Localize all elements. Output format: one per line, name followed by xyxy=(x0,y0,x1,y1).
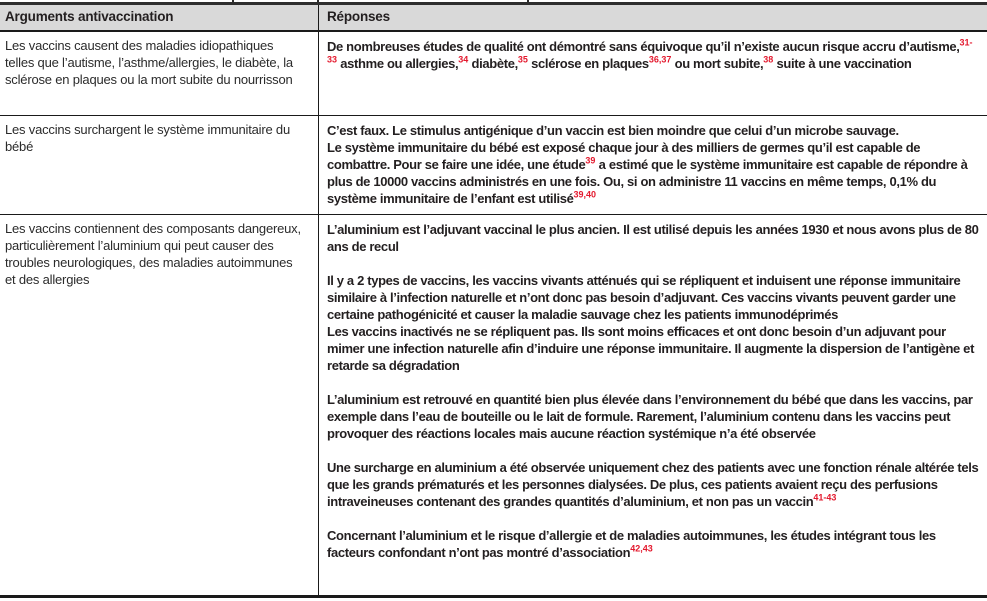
column-header-arguments: Arguments antivaccination xyxy=(5,9,174,24)
antivaccination-arguments-table xyxy=(0,2,987,598)
argument-text: Les vaccins contiennent des composants dangereux, particulièrement l’aluminium qui peut causer des troubles neurologiques, des maladies autoimmunes et des allergies xyxy=(5,221,301,287)
argument-text: Les vaccins surchargent le système immunitaire du bébé xyxy=(5,122,290,154)
reference-superscript: 35 xyxy=(517,54,528,65)
cropped-row-remnant xyxy=(0,0,987,2)
response-paragraph: De nombreuses études de qualité ont démontré sans équivoque qu’il n’existe aucun risque accru d’autisme,$^{31-33}$ asthme ou allergies,$^{34}$ diabète,$^{35}$ sclérose en plaques$^{36,37}$ ou mort subite,$^{38}$ suite à une vaccination xyxy=(327,37,973,71)
crop-artifact-tick xyxy=(527,0,529,2)
reference-superscript: 42,43 xyxy=(630,543,653,554)
reference-superscript: 41-43 xyxy=(813,492,837,503)
table-row xyxy=(0,32,987,115)
response-cell xyxy=(318,32,987,115)
column-divider-remnant xyxy=(317,0,319,2)
table-row xyxy=(0,115,987,214)
response-paragraph: Il y a 2 types de vaccins, les vaccins vivants atténués qui se répliquent et induisent une réponse immunitaire similaire à l’infection naturelle et n’ont donc pas besoin d’adjuvant. Ces vaccins vivants peuvent garder une certaine pathogénicité et causer la maladie sauvage chez les patients immunodéprimés Les vaccins inactivés ne se répliquent pas. Ils sont moins efficaces et ont donc besoin d’un adjuvant pour mimer une infection naturelle afin d’induire une réponse immunitaire. Il augmente la dispersion de l’antigène et retarde sa dégradation xyxy=(327,273,975,373)
response-paragraph: Une surcharge en aluminium a été observée uniquement chez des patients avec une fonction rénale altérée tels que les grands prématurés et les personnes dialysées. De plus, ces patients avaient reçu des perfusions intraveineuses contenant des grandes quantités d’aluminium, et non pas un vaccin$^{41-43}$ xyxy=(327,460,979,509)
column-header-responses: Réponses xyxy=(318,5,987,30)
response-cell xyxy=(318,116,987,214)
table-row xyxy=(0,214,987,595)
table-header-row xyxy=(0,5,987,32)
response-cell xyxy=(318,215,987,595)
response-paragraph: C’est faux. Le stimulus antigénique d’un vaccin est bien moindre que celui d’un microbe sauvage. Le système immunitaire du bébé est exposé chaque jour à des milliers de germes qu’il est capable de combattre. Pour se faire une idée, une étude$^{39}$ a estimé que le système immunitaire est capable de répondre à plus de 10000 vaccins administrés en une fois. Ou, si on administre 11 vaccins en même temps, 0,1% du système immunitaire de l’enfant est utilisé$^{39,40}$ xyxy=(327,123,968,206)
response-paragraph: L’aluminium est retrouvé en quantité bien plus élevée dans l’environnement du bébé que dans les vaccins, par exemple dans l’eau de bouteille ou le lait de formule. Rarement, l’aluminium contenu dans les vaccins peut provoquer des réactions locales mais aucune réaction systémique n’a été observée xyxy=(327,392,973,441)
response-paragraph: L’aluminium est l’adjuvant vaccinal le plus ancien. Il est utilisé depuis les années 1930 et nous avons plus de 80 ans de recul xyxy=(327,222,979,254)
reference-superscript: 39 xyxy=(585,155,596,166)
reference-superscript: 39,40 xyxy=(573,189,597,200)
reference-superscript: 36,37 xyxy=(648,54,672,65)
crop-artifact-tick xyxy=(232,0,234,2)
argument-cell xyxy=(0,116,318,214)
argument-cell xyxy=(0,32,318,115)
table-rows xyxy=(0,32,987,595)
reference-superscript: 31-33 xyxy=(327,37,973,65)
argument-cell xyxy=(0,215,318,595)
response-paragraph: Concernant l’aluminium et le risque d’allergie et de maladies autoimmunes, les études intégrant tous les facteurs confondant n’ont pas montré d’association$^{42,43}$ xyxy=(327,528,936,560)
argument-text: Les vaccins causent des maladies idiopathiques telles que l’autisme, l’asthme/allergies, le diabète, la sclérose en plaques ou la mort subite du nourrisson xyxy=(5,38,293,87)
reference-superscript: 38 xyxy=(763,54,774,65)
reference-superscript: 34 xyxy=(458,54,469,65)
